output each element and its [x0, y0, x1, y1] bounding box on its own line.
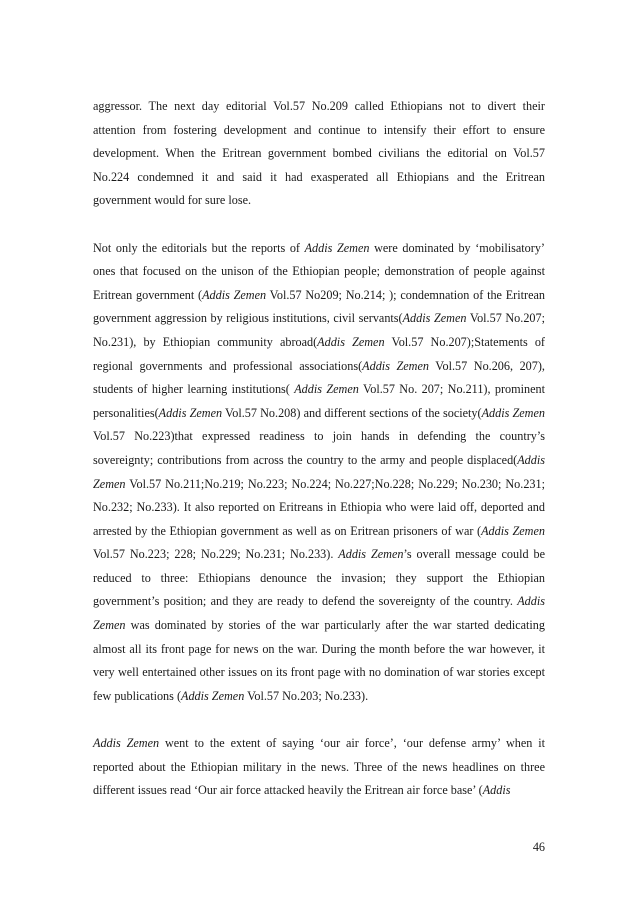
- page-number: 46: [532, 840, 545, 854]
- text-run: Vol.57 No.206, 207), students of higher learning institutions(: [93, 358, 545, 397]
- paragraph-1: [93, 95, 545, 213]
- italic-text-run: Addis Zemen: [402, 311, 467, 326]
- italic-text-run: Addis Zemen: [304, 240, 370, 255]
- text-run: Vol.57 No.223)that expressed readiness to join hands in defending the country’s sovereignty; contributions from across the country to the army and people displaced(: [93, 429, 545, 467]
- italic-text-run: Addis Zemen: [338, 547, 404, 562]
- italic-text-run: Addis Zemen: [181, 688, 245, 703]
- body-text: [93, 95, 545, 803]
- text-run: Vol.57 No.203; No.233).: [244, 688, 369, 703]
- text-run: Vol.57 No.211;No.219; No.223; No.224; No.227;No.228; No.229; No.230; No.231; No.232; No.233). It also reported on Eritreans in Ethiopia who were laid off, deported and arrested by the Ethiopian government as well as on Eritrean prisoners of war (: [93, 476, 545, 538]
- italic-text-run: Addis Zemen: [158, 405, 223, 420]
- text-run: aggressor. The next day editorial Vol.57 No.209 called Ethiopians not to divert their attention from fostering development and continue to intensify their effort to ensure development. When the Eritrean government bombed civilians the editorial on Vol.57 No.224 condemned it and said it had exasperated all Ethiopians and the Eritrean government would for sure lose.: [93, 99, 545, 208]
- text-run: was dominated by stories of the war particularly after the war started dedicating almost all its front page for news on the war. During the month before the war however, it very well entertained other issues on its front page with no domination of war stories except few publications (: [93, 618, 545, 703]
- text-run: Vol.57 No.207);Statements of regional governments and professional associations(: [93, 334, 545, 373]
- italic-text-run: Addis: [482, 783, 511, 798]
- text-run: Vol.57 No.207; No.231), by Ethiopian community abroad(: [93, 311, 545, 349]
- text-run: were dominated by ‘mobilisatory’ ones that focused on the unison of the Ethiopian people; demonstration of people against Eritrean government (: [93, 240, 545, 302]
- italic-text-run: Addis Zemen: [202, 287, 267, 302]
- italic-text-run: Addis Zemen: [93, 594, 545, 633]
- text-run: Vol.57 No.223; 228; No.229; No.231; No.233).: [93, 547, 339, 562]
- text-run: Vol.57 No. 207; No.211), prominent personalities(: [93, 382, 545, 420]
- paragraph-2: [93, 237, 545, 709]
- text-run: ’s overall message could be reduced to three: Ethiopians denounce the invasion; they support the Ethiopian government’s position; and they are ready to defend the sovereignty of the country.: [93, 547, 545, 609]
- italic-text-run: Addis Zemen: [481, 523, 545, 538]
- italic-text-run: Addis Zemen: [93, 452, 545, 491]
- italic-text-run: Addis Zemen: [317, 334, 385, 349]
- text-run: Vol.57 No.208) and different sections of the society(: [222, 405, 482, 420]
- italic-text-run: Addis Zemen: [294, 382, 359, 397]
- text-run: Vol.57 No209; No.214; ); condemnation of the Eritrean government aggression by religious institutions, civil servants(: [93, 287, 545, 326]
- italic-text-run: Addis Zemen: [93, 736, 160, 751]
- italic-text-run: Addis Zemen: [362, 358, 429, 373]
- text-run: Not only the editorials but the reports of: [93, 240, 305, 255]
- text-run: went to the extent of saying ‘our air force’, ‘our defense army’ when it reported about the Ethiopian military in the news. Three of the news headlines on three different issues read ‘Our air force attacked heavily the Eritrean air force base’ (: [93, 736, 545, 798]
- italic-text-run: Addis Zemen: [481, 405, 545, 420]
- paragraph-3: [93, 732, 545, 803]
